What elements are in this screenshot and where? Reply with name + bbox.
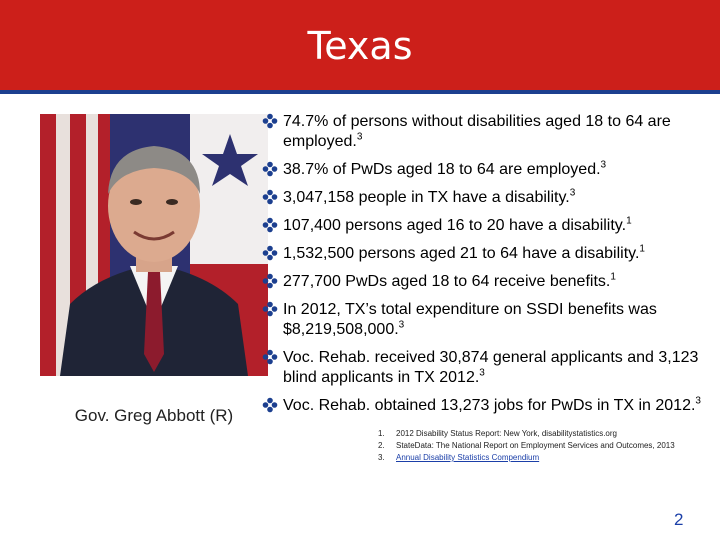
footnote-ref: 1 <box>610 271 616 283</box>
list-item <box>262 300 712 340</box>
list-item <box>262 112 712 152</box>
diamond-bullet-icon <box>262 217 278 233</box>
bullet-text: In 2012, TX’s total expenditure on SSDI benefits was $8,219,508,000. <box>283 301 657 338</box>
reference-number: 2. <box>378 441 385 450</box>
statistics-list <box>262 112 712 424</box>
bullet-text: Voc. Rehab. received 30,874 general applicants and 3,123 blind applicants in TX 2012. <box>283 349 699 386</box>
title-divider <box>0 90 720 94</box>
reference-link[interactable]: Annual Disability Statistics Compendium <box>396 453 540 462</box>
reference-text: StateData: The National Report on Employment Services and Outcomes, 2013 <box>396 441 675 450</box>
list-item <box>262 396 712 416</box>
footnote-ref: 3 <box>398 319 405 331</box>
bullet-text: 74.7% of persons without disabilities aged 18 to 64 are employed. <box>283 113 671 150</box>
bullet-text: Voc. Rehab. obtained 13,273 jobs for PwDs in TX in 2012. <box>283 397 696 414</box>
bullet-text: 1,532,500 persons aged 21 to 64 have a disability. <box>283 245 640 262</box>
diamond-bullet-icon <box>262 113 278 129</box>
reference-number: 3. <box>378 453 385 462</box>
footnote-ref: 1 <box>626 215 632 227</box>
reference-item <box>378 428 718 440</box>
references-list <box>378 428 718 464</box>
footnote-ref: 3 <box>695 395 701 407</box>
list-item <box>262 188 712 208</box>
reference-text: 2012 Disability Status Report: New York, disabilitystatistics.org <box>396 429 617 438</box>
list-item <box>262 348 712 388</box>
footnote-ref: 1 <box>639 243 645 255</box>
diamond-bullet-icon <box>262 349 278 365</box>
footnote-ref: 3 <box>600 159 607 171</box>
bullet-text: 107,400 persons aged 16 to 20 have a disability. <box>283 217 627 234</box>
reference-item <box>378 452 718 464</box>
reference-item <box>378 440 718 452</box>
list-item <box>262 272 712 292</box>
list-item <box>262 244 712 264</box>
footnote-ref: 3 <box>356 131 363 143</box>
footnote-ref: 3 <box>479 367 485 379</box>
diamond-bullet-icon <box>262 189 278 205</box>
governor-photo <box>40 114 268 376</box>
diamond-bullet-icon <box>262 161 278 177</box>
photo-caption: Gov. Greg Abbott (R) <box>74 406 234 425</box>
reference-number: 1. <box>378 429 385 438</box>
bullet-text: 38.7% of PwDs aged 18 to 64 are employed. <box>283 161 601 178</box>
diamond-bullet-icon <box>262 273 278 289</box>
list-item <box>262 160 712 180</box>
diamond-bullet-icon <box>262 397 278 413</box>
slide-title: Texas <box>307 24 413 68</box>
diamond-bullet-icon <box>262 301 278 317</box>
title-bar <box>0 0 720 90</box>
bullet-text: 277,700 PwDs aged 18 to 64 receive benefits. <box>283 273 611 290</box>
list-item <box>262 216 712 236</box>
diamond-bullet-icon <box>262 245 278 261</box>
page-number: 2 <box>674 510 684 529</box>
footnote-ref: 3 <box>569 187 576 199</box>
bullet-text: 3,047,158 people in TX have a disability. <box>283 189 570 206</box>
